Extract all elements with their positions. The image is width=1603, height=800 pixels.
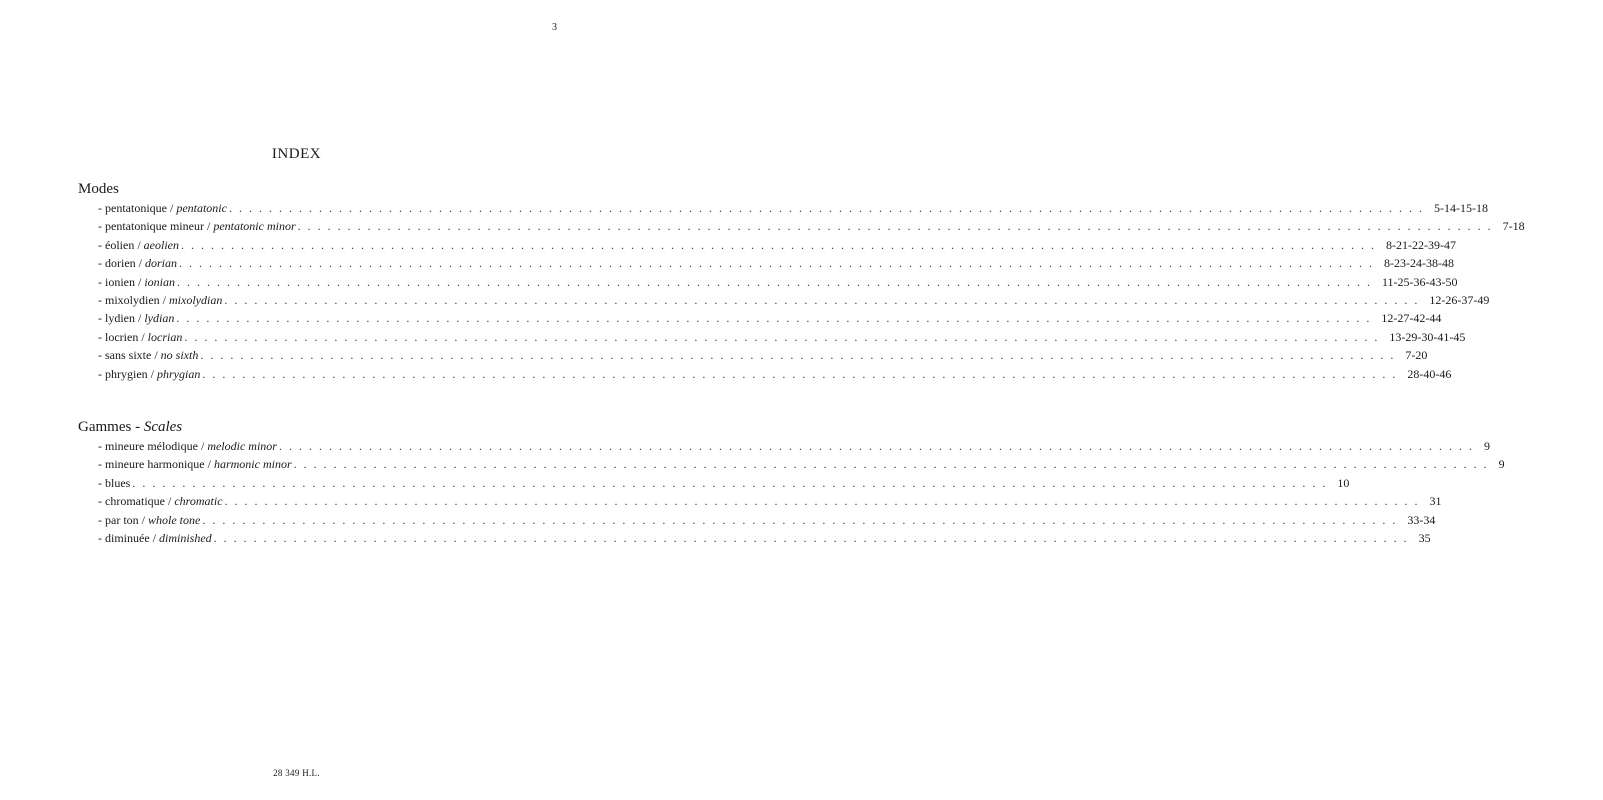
entry-label-fr: - blues (98, 475, 131, 490)
entry-page-numbers: 9 (1498, 457, 1505, 472)
scales-entry-list (98, 439, 1505, 549)
index-entry (98, 457, 1505, 475)
index-entry (98, 366, 1452, 385)
entry-label-fr: - dorien / (98, 256, 145, 271)
entry-page-numbers: 5-14-15-18 (1433, 201, 1488, 215)
section-heading-fr: Modes (78, 181, 119, 197)
entry-label (98, 348, 198, 363)
dot-leader: . . . . . . . . . . . . . . . . . . . . . . . . . . . . . . . . . . . . . . . . . . . . . . . . . . . . . . . . . . . . . . . . . . . . . . . . . . . . . . . . . . . . . . . . . . . . . . . . . . . . . . . . . . . . . . . . . . . . . . . . (180, 237, 1376, 252)
entry-label-en: lydian (144, 311, 175, 326)
section-heading-scales (78, 419, 182, 436)
entry-label-en: whole tone (148, 512, 201, 527)
entry-label (98, 531, 212, 546)
dot-leader: . . . . . . . . . . . . . . . . . . . . . . . . . . . . . . . . . . . . . . . . . . . . . . . . . . . . . . . . . . . . . . . . . . . . . . . . . . . . . . . . . . . . . . . . . . . . . . . . . . . . . . . . . . . . . . . . . . . . . . . . (202, 366, 1398, 381)
entry-label-en: melodic minor (207, 439, 277, 453)
index-entry (98, 494, 1442, 512)
entry-label (98, 476, 130, 491)
dot-leader: . . . . . . . . . . . . . . . . . . . . . . . . . . . . . . . . . . . . . . . . . . . . . . . . . . . . . . . . . . . . . . . . . . . . . . . . . . . . . . . . . . . . . . . . . . . . . . . . . . . . . . . . . . . . . . . . . . . . . . . . (278, 439, 1474, 453)
dot-leader: . . . . . . . . . . . . . . . . . . . . . . . . . . . . . . . . . . . . . . . . . . . . . . . . . . . . . . . . . . . . . . . . . . . . . . . . . . . . . . . . . . . . . . . . . . . . . . . . . . . . . . . . . . . . . . . . . . . . . . . . (228, 201, 1424, 215)
entry-label (98, 275, 175, 290)
entry-label-en: diminished (158, 530, 212, 545)
entry-page-numbers: 7-20 (1405, 348, 1428, 363)
index-entry (98, 329, 1466, 348)
entry-label-fr: - locrien / (98, 329, 148, 344)
entry-label-en: aeolien (143, 237, 179, 252)
dot-leader: . . . . . . . . . . . . . . . . . . . . . . . . . . . . . . . . . . . . . . . . . . . . . . . . . . . . . . . . . . . . . . . . . . . . . . . . . . . . . . . . . . . . . . . . . . . . . . . . . . . . . . . . . . . . . . . . . . . . . . . . (224, 494, 1420, 509)
entry-label-en: phrygian (157, 366, 201, 381)
index-entry (98, 348, 1428, 366)
entry-page-numbers: 28-40-46 (1407, 366, 1452, 381)
entry-label-fr: - mixolydien / (98, 292, 169, 307)
entry-label-fr: - diminuée / (98, 530, 159, 545)
entry-label-en: harmonic minor (213, 457, 292, 472)
entry-label (98, 256, 177, 271)
index-entry (98, 292, 1490, 311)
entry-label-fr: - chromatique / (98, 494, 175, 509)
section-heading-fr: Gammes (78, 419, 132, 435)
entry-label-fr: - éolien / (98, 237, 144, 252)
index-entry (98, 274, 1458, 293)
dot-leader: . . . . . . . . . . . . . . . . . . . . . . . . . . . . . . . . . . . . . . . . . . . . . . . . . . . . . . . . . . . . . . . . . . . . . . . . . . . . . . . . . . . . . . . . . . . . . . . . . . . . . . . . . . . . . . . . . . . . . . . . (177, 274, 1372, 289)
entry-label-fr: - lydien / (98, 311, 145, 326)
dot-leader: . . . . . . . . . . . . . . . . . . . . . . . . . . . . . . . . . . . . . . . . . . . . . . . . . . . . . . . . . . . . . . . . . . . . . . . . . . . . . . . . . . . . . . . . . . . . . . . . . . . . . . . . . . . . . . . . . . . . . . . . (184, 329, 1380, 344)
entry-page-numbers: 9 (1483, 439, 1490, 453)
entry-label-fr: - sans sixte / (98, 348, 161, 363)
entry-label (98, 330, 182, 345)
entry-label-en: pentatonic (176, 201, 227, 215)
entry-label-en: chromatic (174, 494, 223, 509)
index-entry (98, 475, 1350, 494)
entry-label (98, 367, 200, 382)
section-heading-sep: - (131, 419, 144, 435)
index-entry (98, 219, 1525, 237)
index-entry (98, 311, 1442, 329)
entry-page-numbers: 33-34 (1407, 512, 1436, 527)
entry-label-fr: - mineure harmonique / (98, 457, 214, 472)
entry-label-fr: - ionien / (98, 274, 145, 289)
dot-leader: . . . . . . . . . . . . . . . . . . . . . . . . . . . . . . . . . . . . . . . . . . . . . . . . . . . . . . . . . . . . . . . . . . . . . . . . . . . . . . . . . . . . . . . . . . . . . . . . . . . . . . . . . . . . . . . . . . . . . . . . (179, 256, 1375, 271)
page-number: 3 (552, 22, 557, 33)
entry-label-fr: - phrygien / (98, 366, 157, 381)
entry-page-numbers: 35 (1418, 530, 1431, 545)
dot-leader: . . . . . . . . . . . . . . . . . . . . . . . . . . . . . . . . . . . . . . . . . . . . . . . . . . . . . . . . . . . . . . . . . . . . . . . . . . . . . . . . . . . . . . . . . . . . . . . . . . . . . . . . . . . . . . . . . . . . . . . . (297, 219, 1493, 234)
section-heading-en: Scales (143, 419, 183, 435)
index-title: INDEX (271, 146, 322, 162)
section-heading-modes (78, 181, 119, 198)
entry-label-en: pentatonic minor (213, 219, 296, 234)
index-entry (98, 237, 1456, 256)
entry-label-fr: - pentatonique / (98, 201, 177, 215)
entry-label (98, 311, 174, 326)
dot-leader: . . . . . . . . . . . . . . . . . . . . . . . . . . . . . . . . . . . . . . . . . . . . . . . . . . . . . . . . . . . . . . . . . . . . . . . . . . . . . . . . . . . . . . . . . . . . . . . . . . . . . . . . . . . . . . . . . . . . . . . . (224, 292, 1420, 307)
entry-label (98, 219, 296, 234)
entry-page-numbers: 10 (1337, 475, 1350, 490)
dot-leader: . . . . . . . . . . . . . . . . . . . . . . . . . . . . . . . . . . . . . . . . . . . . . . . . . . . . . . . . . . . . . . . . . . . . . . . . . . . . . . . . . . . . . . . . . . . . . . . . . . . . . . . . . . . . . . . . . . . . . . . . (213, 530, 1409, 545)
entry-page-numbers: 7-18 (1502, 219, 1525, 234)
entry-page-numbers: 11-25-36-43-50 (1382, 274, 1458, 289)
entry-page-numbers: 31 (1429, 494, 1442, 509)
index-entry (98, 512, 1436, 531)
entry-label (98, 457, 292, 472)
dot-leader: . . . . . . . . . . . . . . . . . . . . . . . . . . . . . . . . . . . . . . . . . . . . . . . . . . . . . . . . . . . . . . . . . . . . . . . . . . . . . . . . . . . . . . . . . . . . . . . . . . . . . . . . . . . . . . . . . . . . . . . . (202, 512, 1398, 527)
entry-page-numbers: 13-29-30-41-45 (1389, 329, 1466, 344)
index-entry (98, 530, 1431, 549)
modes-entry-list (98, 201, 1525, 385)
footer-code: 28 349 H.L. (273, 768, 320, 778)
index-entry (98, 439, 1490, 457)
entry-label (98, 293, 222, 308)
entry-label-en: locrian (147, 329, 183, 344)
dot-leader: . . . . . . . . . . . . . . . . . . . . . . . . . . . . . . . . . . . . . . . . . . . . . . . . . . . . . . . . . . . . . . . . . . . . . . . . . . . . . . . . . . . . . . . . . . . . . . . . . . . . . . . . . . . . . . . . . . . . . . . . (176, 311, 1372, 326)
index-entry (98, 256, 1454, 274)
entry-label (98, 494, 223, 509)
entry-label (98, 439, 277, 454)
entry-label-fr: - par ton / (98, 512, 148, 527)
entry-label (98, 513, 200, 528)
entry-label (98, 238, 179, 253)
entry-page-numbers: 12-27-42-44 (1381, 311, 1442, 326)
dot-leader: . . . . . . . . . . . . . . . . . . . . . . . . . . . . . . . . . . . . . . . . . . . . . . . . . . . . . . . . . . . . . . . . . . . . . . . . . . . . . . . . . . . . . . . . . . . . . . . . . . . . . . . . . . . . . . . . . . . . . . . . (293, 457, 1489, 472)
entry-label-en: ionian (144, 274, 175, 289)
entry-page-numbers: 8-21-22-39-47 (1385, 237, 1456, 252)
entry-label-en: mixolydian (169, 292, 223, 307)
entry-page-numbers: 12-26-37-49 (1429, 292, 1490, 307)
entry-label-en: no sixth (160, 348, 199, 363)
entry-label-fr: - pentatonique mineur / (98, 219, 214, 234)
dot-leader: . . . . . . . . . . . . . . . . . . . . . . . . . . . . . . . . . . . . . . . . . . . . . . . . . . . . . . . . . . . . . . . . . . . . . . . . . . . . . . . . . . . . . . . . . . . . . . . . . . . . . . . . . . . . . . . . . . . . . . . . (200, 348, 1396, 363)
entry-label-en: dorian (145, 256, 178, 271)
entry-label (98, 201, 227, 216)
entry-label-fr: - mineure mélodique / (98, 439, 208, 453)
entry-page-numbers: 8-23-24-38-48 (1384, 256, 1454, 271)
index-entry (98, 201, 1488, 219)
dot-leader: . . . . . . . . . . . . . . . . . . . . . . . . . . . . . . . . . . . . . . . . . . . . . . . . . . . . . . . . . . . . . . . . . . . . . . . . . . . . . . . . . . . . . . . . . . . . . . . . . . . . . . . . . . . . . . . . . . . . . . . . (132, 475, 1328, 490)
